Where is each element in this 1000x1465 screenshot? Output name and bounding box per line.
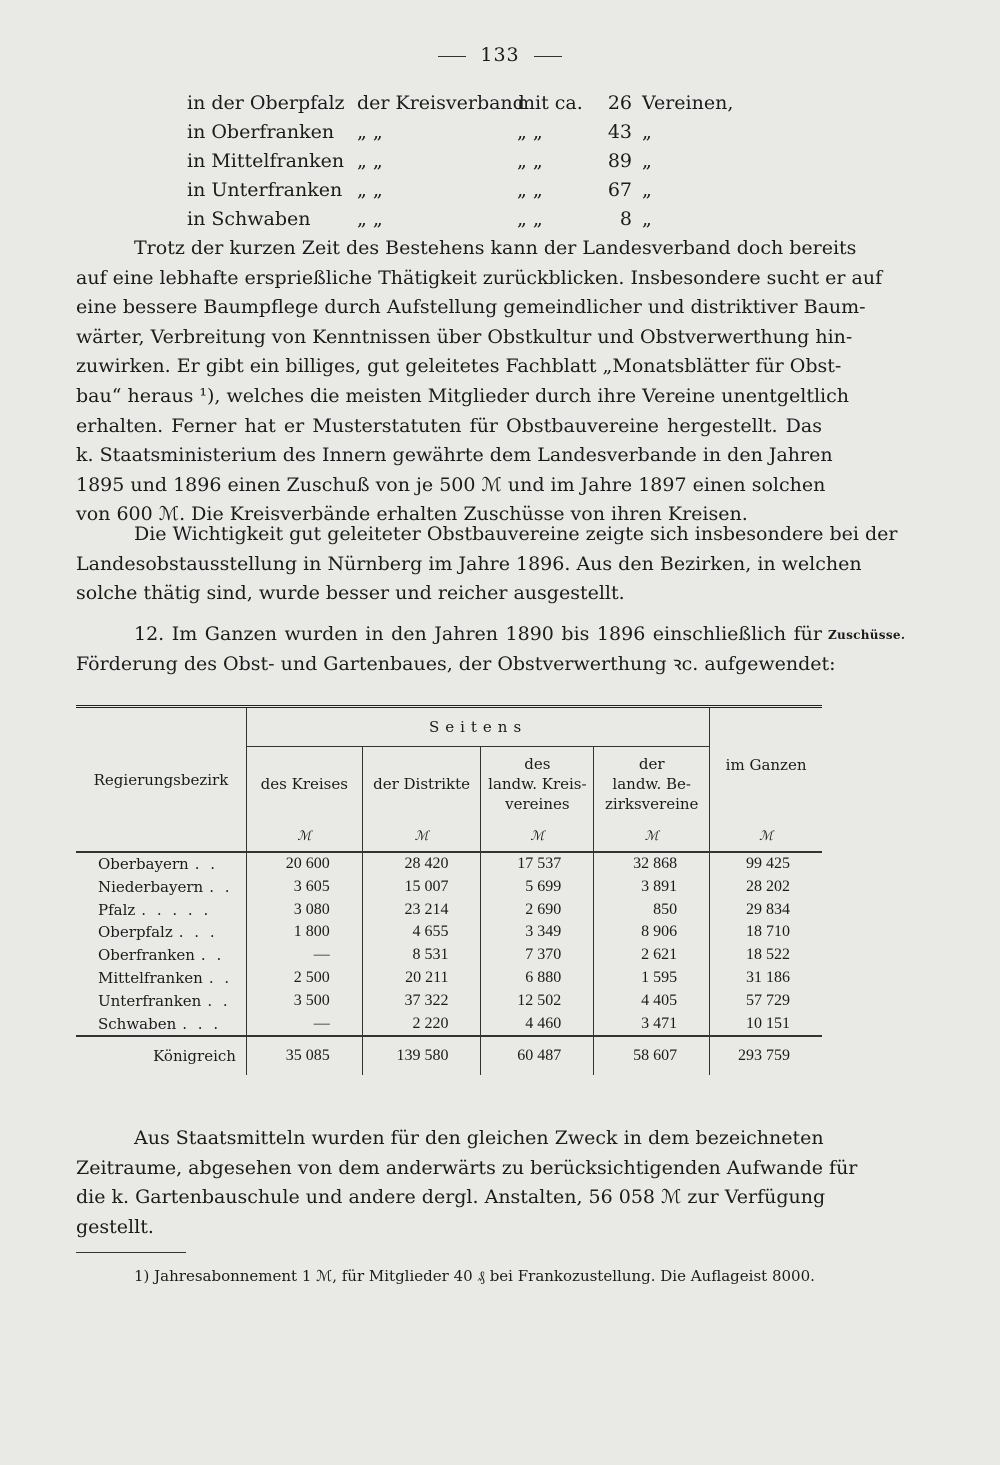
list-kv: „ „ <box>357 208 383 230</box>
list-mit: „ „ <box>517 179 543 201</box>
list-ver: „ <box>642 121 652 143</box>
table-row <box>76 876 822 899</box>
text-line: eine bessere Baumpflege durch Aufstellung gemeindlicher und distriktiver Baum- <box>76 296 866 319</box>
total-kreisverein: 60 487 <box>481 1036 594 1075</box>
cell-kreis: 20 600 <box>246 852 362 876</box>
margin-note: Zuschüsse. <box>828 628 906 642</box>
cell-region <box>76 899 246 922</box>
list-num: 67 <box>607 179 632 201</box>
total-grand: 293 759 <box>710 1036 822 1075</box>
list-num: 26 <box>607 92 632 114</box>
leader-dots: . . <box>194 855 218 873</box>
header-seitens: Seitens <box>246 708 709 746</box>
cell-bv: 4 405 <box>594 990 710 1013</box>
cell-distrikt: 28 420 <box>362 852 481 876</box>
paragraph-1 <box>76 234 883 530</box>
cell-region <box>76 852 246 876</box>
leader-dots: . . . <box>182 1014 222 1033</box>
list-kv: „ „ <box>357 179 383 201</box>
text-line: 12. Im Ganzen wurden in den Jahren 1890 bis 1896 einschließlich für <box>134 623 822 645</box>
association-list-item <box>187 121 747 150</box>
text-line: von 600 ℳ. Die Kreisverbände erhalten Zuschüsse von ihren Kreisen. <box>76 503 748 526</box>
cell-region <box>76 1013 246 1037</box>
text-line: k. Staatsministerium des Innern gewährte dem Landesverbande in den Jahren <box>76 444 833 467</box>
unit-kreis: ℳ <box>246 822 362 852</box>
cell-kv: 12 502 <box>481 990 594 1013</box>
list-ver: Vereinen, <box>642 92 734 114</box>
unit-kreisverein: ℳ <box>481 822 594 852</box>
text-line: erhalten. Ferner hat er Musterstatuten für Obstbauvereine hergestellt. Das <box>76 414 822 437</box>
total-label: Königreich <box>153 1047 236 1066</box>
cell-region <box>76 967 246 990</box>
cell-kv: 7 370 <box>481 944 594 967</box>
text-line: auf eine lebhafte ersprießliche Thätigkeit zurückblicken. Insbesondere sucht er auf <box>76 266 883 289</box>
footnote-rule <box>76 1252 186 1253</box>
cell-distrikt: 23 214 <box>362 899 481 922</box>
cell-bv: 2 621 <box>594 944 710 967</box>
table-row <box>76 921 822 944</box>
cell-kreis: 3 500 <box>246 990 362 1013</box>
header-kreis: des Kreises <box>246 746 362 822</box>
page-number: 133 <box>0 44 1000 66</box>
cell-kreis: 3 080 <box>246 899 362 922</box>
cell-total: 31 186 <box>710 967 822 990</box>
cell-kv: 6 880 <box>481 967 594 990</box>
cell-bv: 8 906 <box>594 921 710 944</box>
paragraph-3 <box>76 620 836 679</box>
cell-kv: 2 690 <box>481 899 594 922</box>
association-list <box>187 92 747 237</box>
leader-dots: . . . <box>178 923 218 942</box>
cell-region <box>76 944 246 967</box>
cell-bv: 32 868 <box>594 852 710 876</box>
total-kreis: 35 085 <box>246 1036 362 1075</box>
text-line: gestellt. <box>76 1215 154 1238</box>
table-row <box>76 852 822 876</box>
cell-bv: 850 <box>594 899 710 922</box>
cell-total: 57 729 <box>710 990 822 1013</box>
text-line: ist 8000. <box>748 1267 815 1285</box>
list-mit: „ „ <box>517 121 543 143</box>
leader-dots: . . <box>200 946 225 965</box>
list-region: in Unterfranken <box>187 179 343 201</box>
cell-kv: 5 699 <box>481 876 594 899</box>
text-line: bau“ heraus ¹), welches die meisten Mitglieder durch ihre Vereine unentgeltlich <box>76 384 849 407</box>
cell-kv: 17 537 <box>481 852 594 876</box>
cell-total: 10 151 <box>710 1013 822 1037</box>
cell-region <box>76 876 246 899</box>
leader-dots: . . . . . <box>141 900 212 919</box>
header-total: im Ganzen <box>710 708 822 822</box>
unit-total: ℳ <box>710 822 822 852</box>
table-row <box>76 944 822 967</box>
list-mit: „ „ <box>517 150 543 172</box>
cell-distrikt: 4 655 <box>362 921 481 944</box>
cell-kreis: — <box>246 1013 362 1037</box>
region-name: Schwaben <box>98 1014 177 1033</box>
text-line: Förderung des Obst- und Gartenbaues, der Obstverwerthung ꝛc. aufgewendet: <box>76 652 836 675</box>
list-kv: „ „ <box>357 150 383 172</box>
list-region: in Mittelfranken <box>187 150 345 172</box>
cell-kreis: 1 800 <box>246 921 362 944</box>
list-mit: mit ca. <box>517 92 583 114</box>
cell-distrikt: 37 322 <box>362 990 481 1013</box>
list-num: 43 <box>607 121 632 143</box>
cell-distrikt: 8 531 <box>362 944 481 967</box>
table-row <box>76 967 822 990</box>
cell-kreis: 2 500 <box>246 967 362 990</box>
region-name: Niederbayern <box>98 877 204 896</box>
text-line: 1) Jahresabonnement 1 ℳ, für Mitglieder 40 ₰ bei Frankozustellung. Die Auflage <box>134 1267 749 1285</box>
cell-total: 99 425 <box>710 852 822 876</box>
table-row <box>76 899 822 922</box>
leader-dots: . . <box>207 991 231 1010</box>
list-ver: „ <box>642 208 652 230</box>
text-line: wärter, Verbreitung von Kenntnissen über Obstkultur und Obstverwerthung hin- <box>76 325 853 348</box>
list-region: in der Oberpfalz <box>187 92 345 114</box>
unit-distrikt: ℳ <box>362 822 481 852</box>
association-list-item <box>187 208 747 237</box>
cell-total: 28 202 <box>710 876 822 899</box>
paragraph-2 <box>76 520 898 609</box>
paragraph-4 <box>76 1124 858 1242</box>
cell-bv: 3 891 <box>594 876 710 899</box>
table-row-total <box>76 1036 822 1075</box>
list-num: 8 <box>619 208 632 230</box>
association-list-item <box>187 92 747 121</box>
region-name: Oberbayern <box>98 855 189 873</box>
text-line: Zeitraume, abgesehen von dem anderwärts zu berücksichtigenden Aufwande für <box>76 1156 858 1179</box>
list-mit: „ „ <box>517 208 543 230</box>
leader-dots: . . <box>209 877 233 896</box>
table-body <box>76 852 822 1036</box>
cell-bv: 3 471 <box>594 1013 710 1037</box>
list-kv: „ „ <box>357 121 383 143</box>
cell-total: 18 522 <box>710 944 822 967</box>
list-region: in Schwaben <box>187 208 311 230</box>
list-num: 89 <box>607 150 632 172</box>
cell-region <box>76 921 246 944</box>
text-line: solche thätig sind, wurde besser und reicher ausgestellt. <box>76 582 625 605</box>
region-name: Oberpfalz <box>98 923 173 942</box>
total-distrikt: 139 580 <box>362 1036 481 1075</box>
text-line: Die Wichtigkeit gut geleiteter Obstbauvereine zeigte sich insbesondere bei der <box>134 523 898 545</box>
region-name: Unterfranken <box>98 991 202 1010</box>
cell-distrikt: 2 220 <box>362 1013 481 1037</box>
cell-kv: 3 349 <box>481 921 594 944</box>
cell-total: 18 710 <box>710 921 822 944</box>
cell-total: 29 834 <box>710 899 822 922</box>
cell-bv: 1 595 <box>594 967 710 990</box>
text-line: Trotz der kurzen Zeit des Bestehens kann der Landesverband doch bereits <box>134 237 857 259</box>
list-ver: „ <box>642 179 652 201</box>
region-name: Pfalz <box>98 900 136 919</box>
text-line: zuwirken. Er gibt ein billiges, gut geleitetes Fachblatt „Monatsblätter für Obst- <box>76 355 842 378</box>
region-name: Mittelfranken <box>98 968 203 987</box>
cell-distrikt: 15 007 <box>362 876 481 899</box>
cell-kreis: — <box>246 944 362 967</box>
total-bezirksverein: 58 607 <box>594 1036 710 1075</box>
text-line: Landesobstausstellung in Nürnberg im Jahre 1896. Aus den Bezirken, in welchen <box>76 552 862 575</box>
text-line: 1895 und 1896 einen Zuschuß von je 500 ℳ und im Jahre 1897 einen solchen <box>76 473 826 496</box>
cell-kv: 4 460 <box>481 1013 594 1037</box>
region-name: Oberfranken <box>98 946 195 965</box>
expenditure-table <box>76 705 822 1075</box>
cell-distrikt: 20 211 <box>362 967 481 990</box>
text-line: Aus Staatsmitteln wurden für den gleichen Zweck in dem bezeichneten <box>134 1127 824 1149</box>
association-list-item <box>187 179 747 208</box>
table-row <box>76 990 822 1013</box>
leader-dots: . . <box>208 968 233 987</box>
cell-kreis: 3 605 <box>246 876 362 899</box>
text-line: die k. Gartenbauschule und andere dergl. Anstalten, 56 058 ℳ zur Verfügung <box>76 1186 826 1209</box>
list-region: in Oberfranken <box>187 121 335 143</box>
header-bezirksverein: der landw. Be- zirksvereine <box>594 746 710 822</box>
header-distrikt: der Distrikte <box>362 746 481 822</box>
association-list-item <box>187 150 747 179</box>
cell-region <box>76 990 246 1013</box>
list-kv: der Kreisverband <box>357 92 525 114</box>
unit-bezirksverein: ℳ <box>594 822 710 852</box>
list-ver: „ <box>642 150 652 172</box>
table-row <box>76 1013 822 1037</box>
header-region: Regierungsbezirk <box>93 770 229 789</box>
header-kreisverein: des landw. Kreis- vereines <box>481 746 594 822</box>
footnote <box>76 1263 822 1290</box>
